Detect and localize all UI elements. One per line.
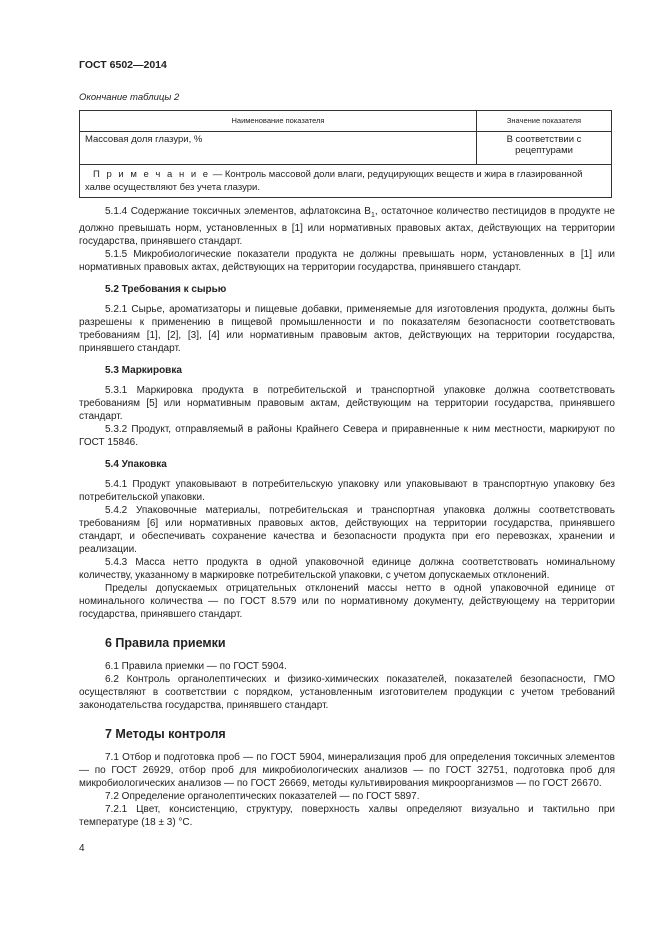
paragraph-tolerances: Пределы допускаемых отрицательных отклонений массы нетто в одной упаковочной единице от номинального количества — по ГОСТ 8.579 или по нормативному документу, действующему на территории государства, принявшего стандарт. bbox=[79, 583, 615, 620]
paragraph-5-1-4 bbox=[79, 205, 615, 248]
paragraph-7-2: 7.2 Определение органолептических показателей — по ГОСТ 5897. bbox=[105, 791, 420, 802]
table-cell-value: В соответствии с рецептурами bbox=[477, 132, 612, 165]
table-header-value: Значение показателя bbox=[477, 111, 612, 132]
paragraph-5-2-1: 5.2.1 Сырье, ароматизаторы и пищевые добавки, применяемые для изготовления продукта, должны быть разрешены к применению в пищевой промышленности и по показателям безопасности соответствовать требованиям [1], [2], [3], [4] или нормативным правовым актов, действующих на территории государства, принявшего стандарт. bbox=[79, 304, 615, 354]
section-heading-5-2: 5.2 Требования к сырью bbox=[105, 284, 227, 295]
page-number: 4 bbox=[79, 843, 85, 854]
table-cell-name: Массовая доля глазури, % bbox=[80, 132, 477, 165]
section-title-7: 7 Методы контроля bbox=[105, 727, 226, 741]
section-heading-5-3: 5.3 Маркировка bbox=[105, 365, 182, 376]
paragraph-5-4-1: 5.4.1 Продукт упаковывают в потребительскую упаковку или упаковывают в транспортную упаковку без потребительской упаковки. bbox=[79, 479, 615, 503]
paragraph-6-1: 6.1 Правила приемки — по ГОСТ 5904. bbox=[105, 661, 287, 672]
paragraph-text: 5.1.4 Содержание токсичных элементов, афлатоксина B bbox=[105, 206, 371, 217]
paragraph-6-2: 6.2 Контроль органолептических и физико-химических показателей, показателей безопасности, ГМО осуществляют в соответствии с порядком, установленным изготовителем продукции с учетом требований законодательства государства, принявшего стандарт. bbox=[79, 674, 615, 711]
paragraph-5-4-3: 5.4.3 Масса нетто продукта в одной упаковочной единице должна соответствовать номинальному количеству, указанному в маркировке потребительской упаковки, с учетом допускаемых отклонений. bbox=[79, 557, 615, 581]
table-header-name: Наименование показателя bbox=[80, 111, 477, 132]
note-text: — Контроль массовой доли влаги, редуцирующих веществ и жира в глазированной халве осуществляют без учета глазури. bbox=[85, 169, 583, 193]
note-label: П р и м е ч а н и е bbox=[93, 169, 211, 180]
paragraph-5-4-2: 5.4.2 Упаковочные материалы, потребительская и транспортная упаковка должны соответствовать требованиям [6] или нормативных правовых актов, действующих на территории государства, принявшего стандарт, и обеспечивать сохранение качества и безопасности продукта при его перевозках, хранении и реализации. bbox=[79, 505, 615, 555]
paragraph-7-1: 7.1 Отбор и подготовка проб — по ГОСТ 5904, минерализация проб для определения токсичных элементов — по ГОСТ 26929, отбор проб для микробиологических анализов — по ГОСТ 32751, подготовка проб для микробиологических анализов — по ГОСТ 26669, методы культивирования микроорганизмов — по ГОСТ 26670. bbox=[79, 752, 615, 789]
indicators-table bbox=[79, 110, 612, 198]
document-body bbox=[79, 205, 615, 829]
paragraph-7-2-1: 7.2.1 Цвет, консистенцию, структуру, поверхность халвы определяют визуально и тактильно при температуре (18 ± 3) °C. bbox=[79, 804, 615, 828]
section-title-6: 6 Правила приемки bbox=[105, 636, 226, 650]
table-caption: Окончание таблицы 2 bbox=[79, 92, 180, 103]
table-note bbox=[80, 165, 612, 198]
paragraph-5-3-2: 5.3.2 Продукт, отправляемый в районы Крайнего Севера и приравненные к ним местности, маркируют по ГОСТ 15846. bbox=[79, 424, 615, 448]
section-heading-5-4: 5.4 Упаковка bbox=[105, 459, 167, 470]
paragraph-5-1-5: 5.1.5 Микробиологические показатели продукта не должны превышать норм, установленных в [1] или нормативных правовых актах, действующих на территории государства, принявшего стандарт. bbox=[79, 249, 615, 273]
document-header: ГОСТ 6502—2014 bbox=[79, 59, 167, 71]
paragraph-5-3-1: 5.3.1 Маркировка продукта в потребительской и транспортной упаковке должна соответствовать требованиям [5] или нормативным правовым актам, действующим на территории государства, принявшего стандарт. bbox=[79, 385, 615, 422]
paragraph-text: , остаточное количество пестицидов в продукте не должно превышать норм, установленных в [1] или нормативных правовых актах, действующих на территории государства, принявшего стандарт. bbox=[79, 206, 615, 247]
subscript: 1 bbox=[370, 212, 375, 219]
